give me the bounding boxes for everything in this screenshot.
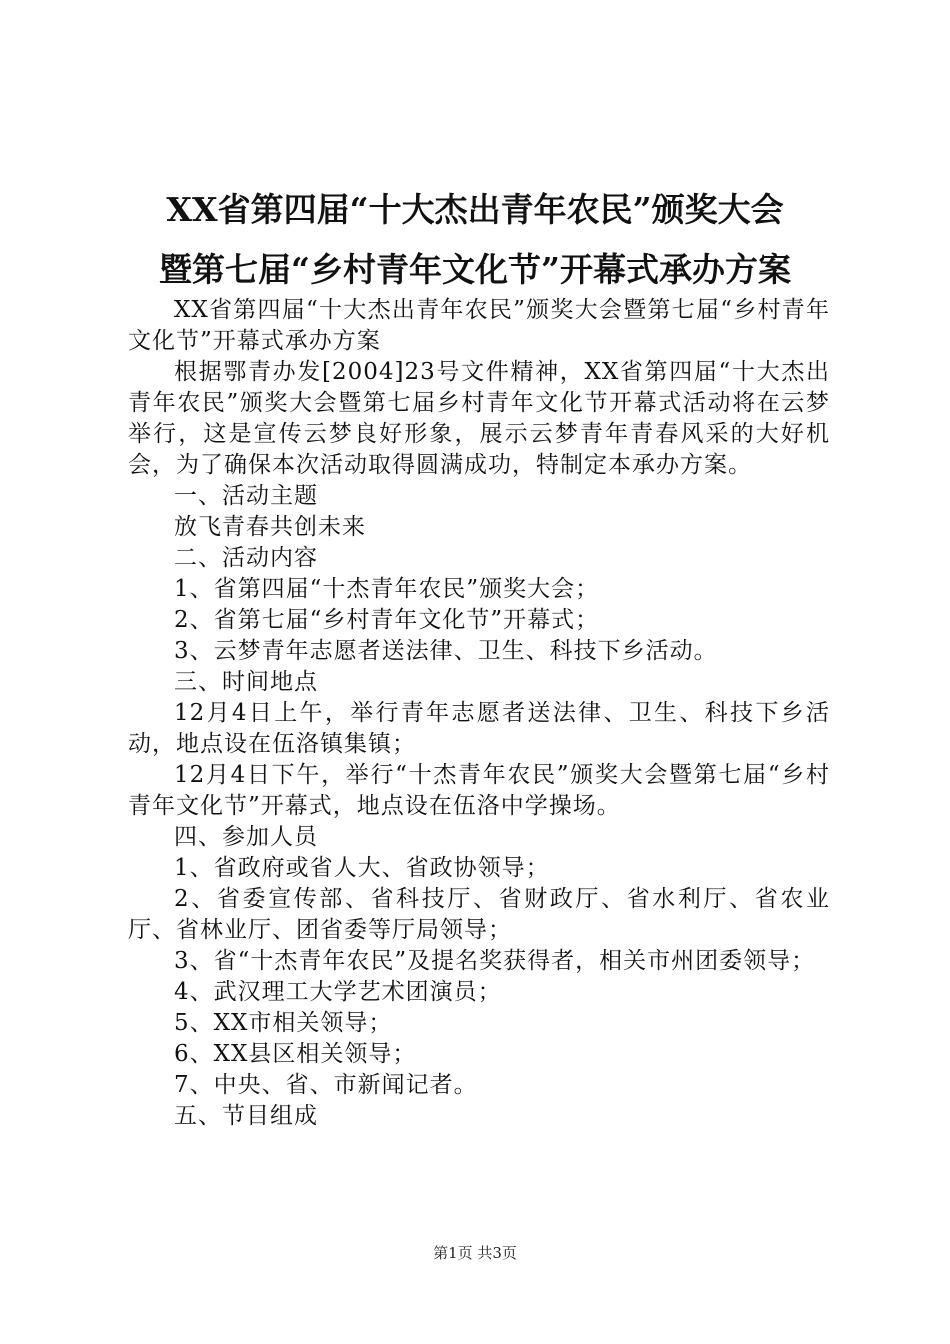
document-title [108, 180, 842, 300]
list-item: 6、XX县区相关领导； [174, 1041, 417, 1067]
paragraph: 根据鄂青办发[2004]23号文件精神，XX省第四届“十大杰出青年农民”颁奖大会暨第七届乡村青年文化节开幕式活动将在云梦举行，这是宣传云梦良好形象，展示云梦青年青春风采的大好机会，为了确保本次活动取得圆满成功，特制定本承办方案。 [128, 359, 830, 478]
paragraph: 12月4日上午，举行青年志愿者送法律、卫生、科技下乡活动，地点设在伍洛镇集镇； [128, 700, 830, 757]
list-item: 2、省第七届“乡村青年文化节”开幕式； [174, 607, 600, 633]
list-item: 3、云梦青年志愿者送法律、卫生、科技下乡活动。 [174, 638, 718, 664]
section-heading: 三、时间地点 [174, 669, 318, 695]
section-heading: 一、活动主题 [174, 483, 318, 509]
list-item: 4、武汉理工大学艺术团演员； [174, 979, 502, 1005]
list-item: 2、省委宣传部、省科技厅、省财政厅、省水利厅、省农业厅、省林业厅、团省委等厅局领导； [128, 886, 830, 943]
list-item: 3、省“十杰青年农民”及提名奖获得者，相关市州团委领导； [174, 948, 816, 974]
page-footer: 第1页 共3页 [433, 1244, 517, 1262]
section-heading: 二、活动内容 [174, 545, 318, 571]
list-item: 1、省政府或省人大、省政协领导； [174, 855, 550, 881]
paragraph: 12月4日下午，举行“十杰青年农民”颁奖大会暨第七届“乡村青年文化节”开幕式，地点设在伍洛中学操场。 [128, 762, 830, 819]
paragraph: 放飞青春共创未来 [174, 514, 366, 540]
paragraph: XX省第四届“十大杰出青年农民”颁奖大会暨第七届“乡村青年文化节”开幕式承办方案 [128, 297, 830, 354]
document-body [128, 295, 830, 1132]
list-item: 7、中央、省、市新闻记者。 [174, 1072, 478, 1098]
section-heading: 四、参加人员 [174, 824, 318, 850]
list-item: 1、省第四届“十杰青年农民”颁奖大会； [174, 576, 600, 602]
list-item: 5、XX市相关领导； [174, 1010, 393, 1036]
section-heading: 五、节目组成 [174, 1103, 318, 1129]
title-line-2: 暨第七届“乡村青年文化节”开幕式承办方案 [159, 250, 791, 289]
title-line-1: XX省第四届“十大杰出青年农民”颁奖大会 [166, 190, 784, 229]
